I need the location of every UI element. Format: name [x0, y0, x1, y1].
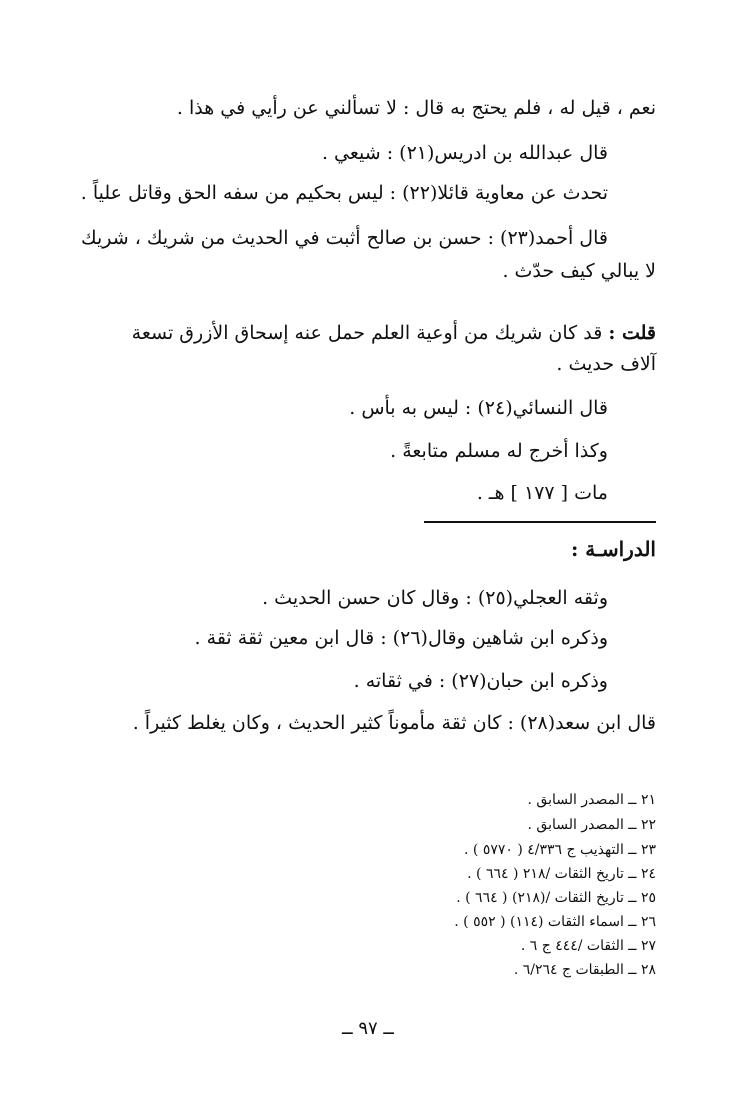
- body-line-1: نعم ، قيل له ، فلم يحتج به قال : لا تسألني عن رأيي في هذا .: [176, 97, 656, 119]
- footnote-21: ٢١ ــ المصدر السابق .: [527, 792, 656, 808]
- page-number: ــ ٩٧ ــ: [342, 1018, 394, 1039]
- study-line-1: وثقه العجلي(٢٥) : وقال كان حسن الحديث .: [262, 587, 608, 609]
- footnote-28: ٢٨ ــ الطبقات ج ٦/٢٦٤ .: [513, 962, 656, 978]
- body-line-2: قال عبدالله بن ادريس(٢١) : شيعي .: [321, 142, 608, 164]
- footnote-22: ٢٢ ــ المصدر السابق .: [527, 817, 656, 833]
- study-heading: الدراسـة :: [570, 537, 656, 561]
- body-line-7: آلاف حديث .: [556, 353, 656, 375]
- body-line-9: وكذا أخرج له مسلم متابعةً .: [390, 440, 608, 462]
- body-line-5: لا يبالي كيف حدّث .: [502, 260, 656, 282]
- footnote-25: ٢٥ ــ تاريخ الثقات /(٢١٨) ( ٦٦٤ ) .: [456, 890, 656, 906]
- body-line-4: قال أحمد(٢٣) : حسن بن صالح أثبت في الحديث من شريك ، شريك: [81, 227, 608, 249]
- study-line-3: وذكره ابن حبان(٢٧) : في ثقاته .: [353, 670, 608, 692]
- qult-paragraph: [56, 320, 656, 346]
- study-line-4: قال ابن سعد(٢٨) : كان ثقة مأموناً كثير الحديث ، وكان يغلط كثيراً .: [132, 712, 656, 734]
- footnote-26: ٢٦ ــ اسماء الثقات (١١٤) ( ٥٥٢ ) .: [454, 914, 656, 930]
- qult-label: قلت :: [608, 322, 656, 344]
- body-line-3: تحدث عن معاوية قائلا(٢٢) : ليس بحكيم من سفه الحق وقاتل علياً .: [80, 182, 608, 204]
- study-line-2: وذكره ابن شاهين وقال(٢٦) : قال ابن معين ثقة ثقة .: [194, 627, 608, 649]
- footnote-23: ٢٣ ــ التهذيب ج ٤/٣٣٦ ( ٥٧٧٠ ) .: [464, 842, 656, 858]
- body-line-8: قال النسائي(٢٤) : ليس به بأس .: [349, 397, 608, 419]
- footnote-24: ٢٤ ــ تاريخ الثقات /٢١٨ ( ٦٦٤ ) .: [467, 866, 656, 882]
- section-divider: [424, 521, 656, 523]
- footnote-27: ٢٧ ــ الثقات /٤٤٤ ج ٦ .: [520, 938, 656, 954]
- body-line-10: مات [ ١٧٧ ] هـ .: [476, 482, 608, 504]
- body-line-6: قد كان شريك من أوعية العلم حمل عنه إسحاق الأزرق تسعة: [131, 322, 603, 344]
